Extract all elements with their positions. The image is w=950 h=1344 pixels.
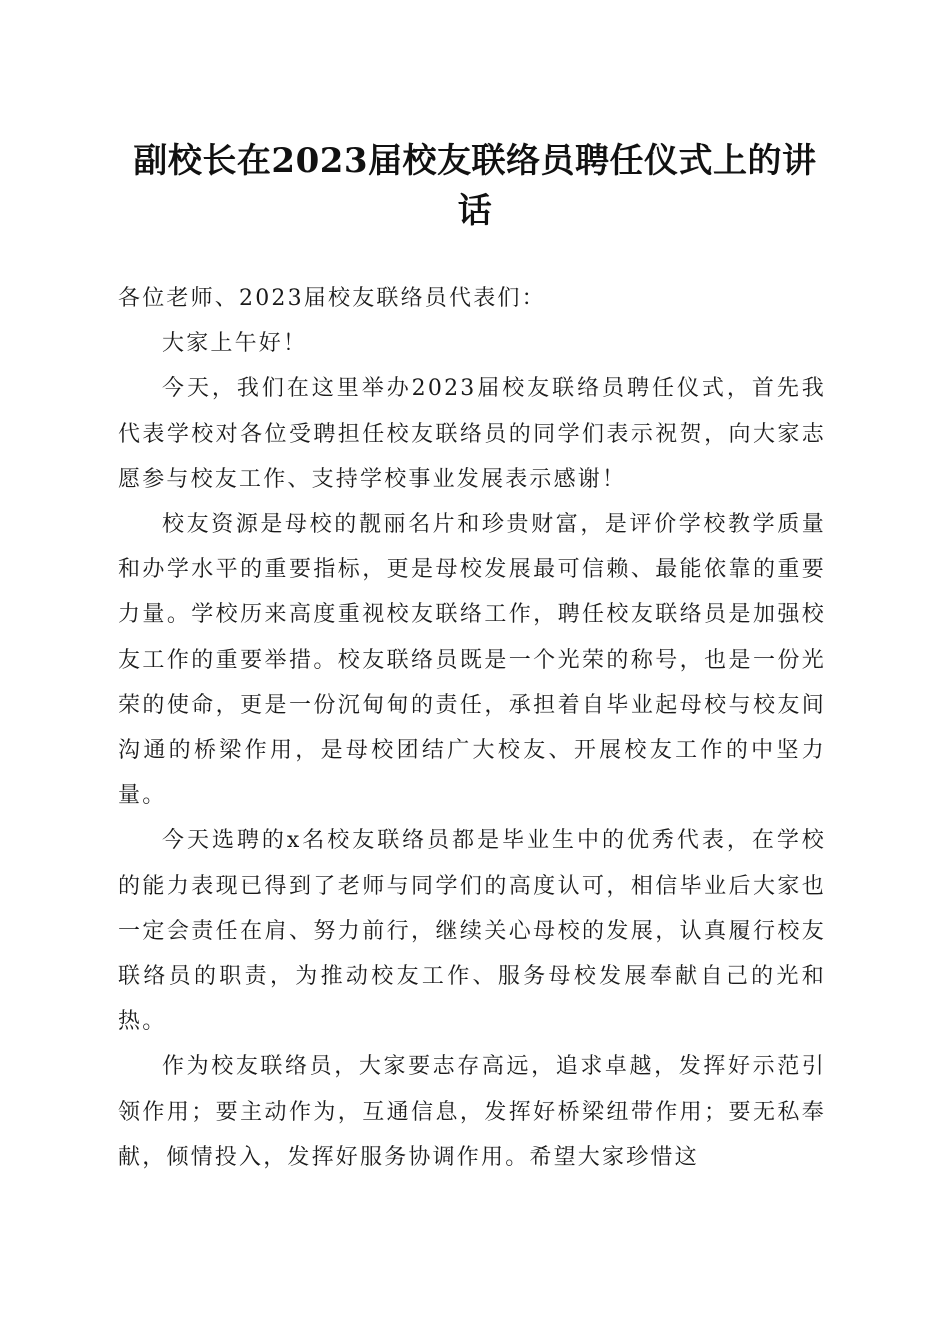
- body-paragraph: 校友资源是母校的靓丽名片和珍贵财富，是评价学校教学质量和办学水平的重要指标，更是母校发展最可信赖、最能依靠的重要力量。学校历来高度重视校友联络工作，聘任校友联络员是加强校友工作的重要举措。校友联络员既是一个光荣的称号，也是一份光荣的使命，更是一份沉甸甸的责任，承担着自毕业起母校与校友间沟通的桥梁作用，是母校团结广大校友、开展校友工作的中坚力量。: [118, 512, 826, 809]
- salutation: 各位老师、2023届校友联络员代表们：: [118, 286, 546, 311]
- greeting: 大家上午好！: [162, 331, 308, 357]
- body-paragraph: 今天选聘的x名校友联络员都是毕业生中的优秀代表，在学校的能力表现已得到了老师与同学们的高度认可，相信毕业后大家也一定会责任在肩、努力前行，继续关心母校的发展，认真履行校友联络员的职责，为推动校友工作、服务母校发展奉献自己的光和热。: [118, 828, 826, 1035]
- body-paragraph: 今天，我们在这里举办2023届校友联络员聘任仪式，首先我代表学校对各位受聘担任校友联络员的同学们表示祝贺，向大家志愿参与校友工作、支持学校事业发展表示感谢！: [118, 376, 826, 492]
- body-paragraph: 作为校友联络员，大家要志存高远，追求卓越，发挥好示范引领作用；要主动作为，互通信息，发挥好桥梁纽带作用；要无私奉献，倾情投入，发挥好服务协调作用。希望大家珍惜这: [118, 1054, 826, 1170]
- document-title: 副校长在2023届校友联络员聘任仪式上的讲话: [133, 141, 817, 231]
- document-body: [118, 276, 826, 1180]
